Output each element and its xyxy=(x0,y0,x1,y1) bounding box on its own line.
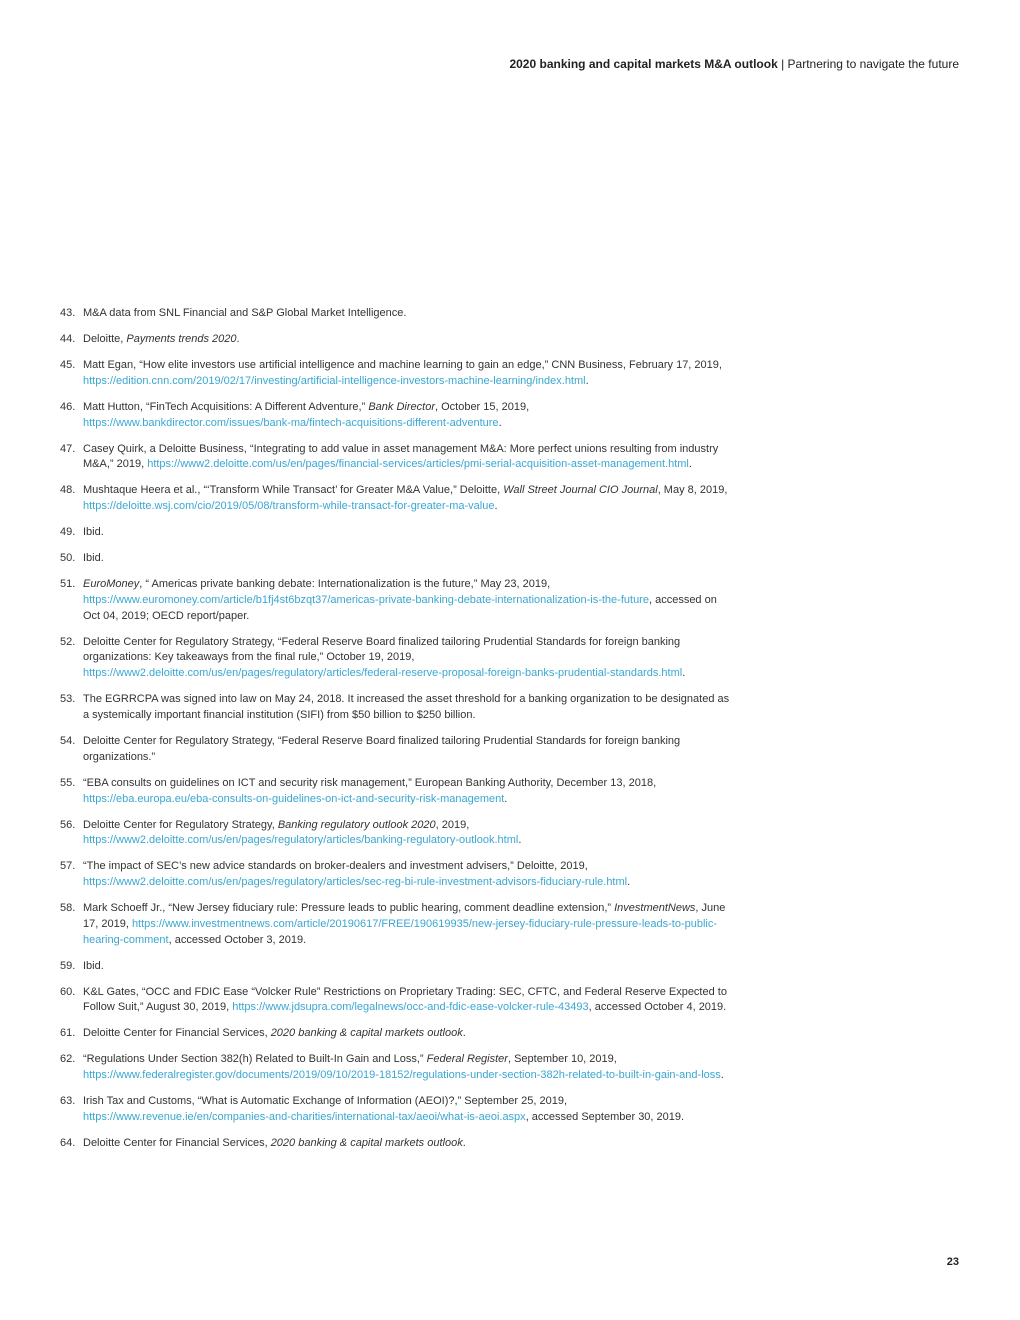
endnote-text-run: , June 17, 2019, xyxy=(83,902,726,930)
endnote-italic-title: Federal Register xyxy=(426,1053,508,1066)
endnote-text-run: Deloitte Center for Regulatory Strategy, “Federal Reserve Board finalized tailoring Prudential Standards for foreign banking organizations: Key takeaways from the final rule,” October 19, 2019, xyxy=(83,635,681,664)
endnote-text-run: “Regulations Under Section 382(h) Related to Built-In Gain and Loss,” xyxy=(83,1053,427,1066)
endnote-link[interactable]: https://www2.deloitte.com/us/en/pages/regulatory/articles/banking-regulatory-outlook.html xyxy=(83,834,519,847)
endnote-item xyxy=(60,1094,730,1126)
endnote-number: 56. xyxy=(60,818,76,831)
endnote-link[interactable]: https://eba.europa.eu/eba-consults-on-guidelines-on-ict-and-security-risk-management xyxy=(83,792,505,805)
endnote-text-run: K&L Gates, “OCC and FDIC Ease “Volcker Rule” Restrictions on Proprietary Trading: SEC, CFTC, and Federal Reserve Expected to Follow Suit,” August 30, 2019, xyxy=(83,985,727,1014)
endnote-link[interactable]: https://www.federalregister.gov/documents/2019/09/10/2019-18152/regulations-under-section-382h-related-to-built-in-gain-and-loss xyxy=(83,1069,721,1082)
endnote-text xyxy=(83,1052,730,1084)
endnote-text xyxy=(83,959,730,975)
endnote-link[interactable]: https://deloitte.wsj.com/cio/2019/05/08/transform-while-transact-for-greater-ma-value xyxy=(83,500,495,513)
endnote-link[interactable]: https://edition.cnn.com/2019/02/17/investing/artificial-intelligence-investors-machine-learning/index.html xyxy=(83,374,586,387)
endnote-item xyxy=(60,901,730,948)
endnote-italic-title: Bank Director xyxy=(368,400,435,413)
endnote-item xyxy=(60,818,730,850)
endnote-text-run: Deloitte Center for Financial Services, xyxy=(83,1027,271,1040)
endnote-text xyxy=(83,358,730,390)
endnote-text-run: Ibid. xyxy=(83,526,104,539)
endnote-item xyxy=(60,692,730,724)
endnote-text-run: . xyxy=(462,1137,466,1150)
endnote-text-run: Mushtaque Heera et al., “‘Transform While Transact’ for Greater M&A Value,” Deloitte, xyxy=(83,484,504,497)
endnote-text-run: , October 15, 2019, xyxy=(434,400,530,413)
endnote-text-run: . xyxy=(627,876,631,889)
endnote-italic-title: Banking regulatory outlook 2020 xyxy=(277,818,436,831)
endnote-number: 62. xyxy=(60,1053,76,1066)
endnote-item xyxy=(60,400,730,432)
endnote-text-run: “EBA consults on guidelines on ICT and security risk management,” European Banking Authority, December 13, 2018, xyxy=(83,776,657,789)
endnote-number: 55. xyxy=(60,776,76,789)
endnote-text-run: Ibid. xyxy=(83,552,104,565)
endnote-text xyxy=(83,859,730,891)
endnote-number: 48. xyxy=(60,484,76,497)
endnote-text-run: . xyxy=(462,1027,466,1040)
endnote-number: 60. xyxy=(60,985,76,998)
endnote-text-run: Ibid. xyxy=(83,959,104,972)
endnote-number: 46. xyxy=(60,400,76,413)
endnote-item xyxy=(60,551,730,567)
endnote-text-run: , September 10, 2019, xyxy=(507,1053,617,1066)
endnote-number: 63. xyxy=(60,1095,76,1108)
endnote-text xyxy=(83,901,730,948)
endnote-text-run: . xyxy=(504,792,508,805)
endnote-link[interactable]: https://www.investmentnews.com/article/20190617/FREE/190619935/new-jersey-fiduciary-rule-pressure-leads-to-public-hearing-comment xyxy=(83,917,718,946)
endnote-text xyxy=(83,483,730,515)
endnote-text xyxy=(83,818,730,850)
endnote-text xyxy=(83,1094,730,1126)
endnote-link[interactable]: https://www2.deloitte.com/us/en/pages/regulatory/articles/sec-reg-bi-rule-investment-advisors-fiduciary-rule.html xyxy=(83,876,628,889)
endnote-text xyxy=(83,776,730,808)
endnote-text-run: Deloitte Center for Regulatory Strategy, “Federal Reserve Board finalized tailoring Prudential Standards for foreign banking organizations.” xyxy=(83,735,681,763)
endnote-number: 53. xyxy=(60,693,76,706)
endnote-text-run: , May 8, 2019, xyxy=(657,484,728,497)
endnote-text-run: , accessed on Oct 04, 2019; OECD report/paper. xyxy=(83,593,717,622)
endnote-link[interactable]: https://www.euromoney.com/article/b1fj4st6bzqt37/americas-private-banking-debate-internationalization-is-the-future xyxy=(83,593,649,606)
endnote-text xyxy=(83,306,730,322)
endnote-item xyxy=(60,442,730,474)
endnote-text xyxy=(83,985,730,1017)
endnote-link[interactable]: https://www2.deloitte.com/us/en/pages/financial-services/articles/pmi-serial-acquisition-asset-management.html xyxy=(147,458,689,471)
endnote-text-run: . xyxy=(720,1069,724,1082)
endnote-item xyxy=(60,483,730,515)
endnote-item xyxy=(60,776,730,808)
endnote-text-run: Matt Egan, “How elite investors use artificial intelligence and machine learning to gain an edge,” CNN Business, February 17, 2019, xyxy=(83,358,722,371)
endnote-text-run: M&A data from SNL Financial and S&P Global Market Intelligence. xyxy=(83,307,407,319)
endnote-text xyxy=(83,692,730,724)
endnote-text-run: “The impact of SEC’s new advice standards on broker-dealers and investment advisers,” Deloitte, 2019, xyxy=(83,860,588,873)
endnote-link[interactable]: https://www.jdsupra.com/legalnews/occ-and-fdic-ease-volcker-rule-43493 xyxy=(232,1001,589,1014)
endnote-text xyxy=(83,332,730,348)
endnote-text-run: Irish Tax and Customs, “What is Automatic Exchange of Information (AEOI)?,” September 25, 2019, xyxy=(83,1095,568,1108)
endnote-text-run: Mark Schoeff Jr., “New Jersey fiduciary rule: Pressure leads to public hearing, comment deadline extension,” xyxy=(83,902,615,915)
endnotes-list xyxy=(60,306,730,1162)
endnote-number: 44. xyxy=(60,332,76,345)
endnote-italic-title: 2020 banking & capital markets outlook xyxy=(270,1027,463,1040)
endnote-number: 64. xyxy=(60,1137,76,1150)
endnote-text-run: . xyxy=(682,667,686,680)
endnote-italic-title: EuroMoney xyxy=(83,578,140,591)
endnote-italic-title: Payments trends 2020 xyxy=(126,332,237,345)
endnote-text-run: , 2019, xyxy=(435,818,470,831)
endnote-item xyxy=(60,306,730,322)
endnote-item xyxy=(60,959,730,975)
endnote-item xyxy=(60,859,730,891)
endnote-item xyxy=(60,1026,730,1042)
endnote-number: 47. xyxy=(60,442,76,455)
endnote-text xyxy=(83,525,730,541)
endnote-number: 58. xyxy=(60,902,76,915)
endnote-text xyxy=(83,1136,730,1152)
endnote-italic-title: Wall Street Journal CIO Journal xyxy=(503,484,658,497)
endnote-link[interactable]: https://www2.deloitte.com/us/en/pages/regulatory/articles/federal-reserve-proposal-foreign-banks-prudential-standards.html xyxy=(83,667,683,680)
endnote-text-run: Matt Hutton, “FinTech Acquisitions: A Different Adventure,” xyxy=(83,400,369,413)
endnote-text-run: , accessed September 30, 2019. xyxy=(525,1111,685,1124)
endnote-number: 57. xyxy=(60,860,76,873)
running-header xyxy=(509,57,959,71)
endnote-text-run: Casey Quirk, a Deloitte Business, “Integrating to add value in asset management M&A: More perfect unions resulting from industry M&A,” 2019, xyxy=(83,442,719,471)
endnote-number: 51. xyxy=(60,578,76,591)
endnote-text xyxy=(83,551,730,567)
endnote-number: 61. xyxy=(60,1027,76,1040)
endnote-item xyxy=(60,985,730,1017)
endnote-text-run: . xyxy=(498,416,502,429)
endnote-text-run: , “ Americas private banking debate: Internationalization is the future,” May 23, 2019, xyxy=(139,578,551,591)
endnote-text-run: Deloitte Center for Regulatory Strategy, xyxy=(83,818,278,831)
endnote-item xyxy=(60,1136,730,1152)
endnote-number: 54. xyxy=(60,735,76,747)
endnote-text xyxy=(83,442,730,474)
endnote-text-run: . xyxy=(585,374,589,387)
endnote-text-run: . xyxy=(494,500,498,513)
endnote-item xyxy=(60,525,730,541)
endnote-text xyxy=(83,577,730,624)
endnote-number: 59. xyxy=(60,959,76,972)
endnote-text-run: . xyxy=(688,458,692,471)
endnote-text-run: The EGRRCPA was signed into law on May 24, 2018. It increased the asset threshold for a banking organization to be designated as a systemically important financial institution (SIFI) from $50 billion to $250 billion. xyxy=(83,693,730,722)
endnote-item xyxy=(60,358,730,390)
endnote-text xyxy=(83,1026,730,1042)
endnote-item xyxy=(60,332,730,348)
endnote-number: 49. xyxy=(60,526,76,539)
endnote-item xyxy=(60,577,730,624)
endnote-number: 43. xyxy=(60,307,76,319)
endnote-text-run: Deloitte, xyxy=(83,332,127,345)
page-number: 23 xyxy=(946,1256,959,1268)
endnote-text-run: Deloitte Center for Financial Services, xyxy=(83,1137,271,1150)
endnote-link[interactable]: https://www.revenue.ie/en/companies-and-charities/international-tax/aeoi/what-is-aeoi.aspx xyxy=(83,1111,526,1124)
report-subtitle: Partnering to navigate the future xyxy=(787,57,959,71)
endnote-item xyxy=(60,635,730,682)
endnote-number: 52. xyxy=(60,635,76,648)
endnote-text-run: . xyxy=(518,834,522,847)
endnote-italic-title: InvestmentNews xyxy=(614,902,696,915)
endnote-number: 50. xyxy=(60,552,76,565)
header-separator: | xyxy=(777,57,788,71)
endnote-text xyxy=(83,734,730,766)
endnote-text xyxy=(83,635,730,682)
report-title: 2020 banking and capital markets M&A outlook xyxy=(509,57,778,71)
endnote-text-run: . xyxy=(236,332,240,345)
endnote-italic-title: 2020 banking & capital markets outlook xyxy=(270,1137,463,1150)
endnote-text-run: , accessed October 4, 2019. xyxy=(588,1001,727,1014)
endnote-text-run: , accessed October 3, 2019. xyxy=(168,933,307,946)
endnote-text xyxy=(83,400,730,432)
endnote-item xyxy=(60,1052,730,1084)
endnote-item xyxy=(60,734,730,766)
endnote-link[interactable]: https://www.bankdirector.com/issues/bank-ma/fintech-acquisitions-different-adventure xyxy=(83,416,499,429)
endnote-number: 45. xyxy=(60,358,76,371)
